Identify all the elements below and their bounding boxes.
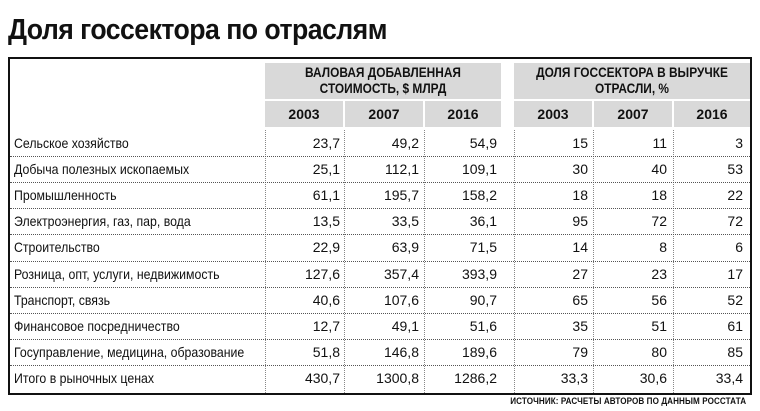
gva-year-2003: 2003: [265, 101, 343, 127]
row-label: Добыча полезных ископаемых: [14, 161, 190, 178]
gva-cell-2016: 158,2: [461, 187, 497, 204]
row-label: Сельское хозяйство: [14, 135, 129, 151]
share-cell-2003: 30: [572, 161, 588, 178]
gva-cell-2007: 1300,8: [376, 369, 419, 386]
share-cell-2016: 6: [735, 239, 743, 256]
gva-cell-2016: 54,9: [469, 135, 497, 151]
gva-cell-2003: 61,1: [312, 187, 340, 204]
share-cell-2007: 18: [651, 187, 667, 204]
gva-cell-2007: 146,8: [383, 343, 419, 360]
gva-cell-2007: 63,9: [391, 239, 419, 256]
gva-cell-2003: 23,7: [312, 135, 340, 151]
share-cell-2016: 53: [727, 161, 743, 178]
gva-cell-2016: 189,6: [461, 343, 497, 360]
gva-cell-2016: 36,1: [469, 213, 497, 230]
share-cell-2016: 72: [727, 213, 743, 230]
share-cell-2007: 30,6: [639, 369, 667, 386]
gva-cell-2003: 22,9: [312, 239, 340, 256]
source-note: ИСТОЧНИК: РАСЧЕТЫ АВТОРОВ ПО ДАННЫМ РОССТАТА: [510, 396, 746, 406]
share-group-header: [514, 63, 750, 99]
share-cell-2016: 17: [727, 265, 743, 282]
row-label: Строительство: [14, 239, 100, 256]
share-cell-2003: 27: [572, 265, 588, 282]
share-cell-2003: 15: [572, 135, 588, 151]
row-label: Промышленность: [14, 187, 117, 204]
share-cell-2016: 22: [727, 187, 743, 204]
share-year-2007: 2007: [594, 101, 672, 127]
share-year-2003: 2003: [514, 101, 592, 127]
share-cell-2003: 14: [572, 239, 588, 256]
column-divider: [424, 130, 425, 393]
share-group-header-label: ДОЛЯ ГОССЕКТОРА В ВЫРУЧКЕ ОТРАСЛИ, %: [536, 65, 728, 96]
gva-cell-2007: 49,1: [391, 317, 419, 334]
share-cell-2007: 40: [651, 161, 667, 178]
share-cell-2007: 80: [651, 343, 667, 360]
share-cell-2003: 79: [572, 343, 588, 360]
share-cell-2007: 23: [651, 265, 667, 282]
gva-group-header: [265, 63, 501, 99]
share-cell-2016: 61: [727, 317, 743, 334]
gva-cell-2016: 109,1: [461, 161, 497, 178]
share-year-2016: 2016: [674, 101, 750, 127]
share-cell-2016: 85: [727, 343, 743, 360]
gva-cell-2016: 1286,2: [454, 369, 497, 386]
share-cell-2003: 18: [572, 187, 588, 204]
gva-cell-2007: 357,4: [383, 265, 419, 282]
share-cell-2007: 51: [651, 317, 667, 334]
share-cell-2016: 52: [727, 291, 743, 308]
gva-year-2016: 2016: [425, 101, 501, 127]
gva-cell-2007: 112,1: [385, 161, 419, 178]
row-label: Госуправление, медицина, образование: [14, 343, 245, 360]
row-label: Итого в рыночных ценах: [14, 369, 155, 386]
gva-cell-2003: 127,6: [304, 265, 340, 282]
gva-cell-2003: 430,7: [304, 369, 340, 386]
column-divider: [593, 130, 594, 393]
gva-cell-2007: 107,6: [383, 291, 419, 308]
gva-group-header-label: ВАЛОВАЯ ДОБАВЛЕННАЯ СТОИМОСТЬ, $ МЛРД: [305, 65, 461, 96]
row-label: Финансовое посредничество: [14, 317, 180, 334]
share-cell-2007: 56: [651, 291, 667, 308]
gva-cell-2016: 71,5: [469, 239, 497, 256]
row-label: Транспорт, связь: [14, 291, 111, 308]
share-cell-2007: 8: [659, 239, 667, 256]
gva-cell-2007: 49,2: [391, 135, 419, 151]
share-cell-2003: 95: [572, 213, 588, 230]
gva-year-2007: 2007: [345, 101, 423, 127]
gva-cell-2003: 12,7: [312, 317, 340, 334]
column-divider: [514, 130, 515, 393]
share-cell-2016: 3: [735, 135, 743, 151]
share-cell-2003: 33,3: [560, 369, 588, 386]
gva-cell-2016: 90,7: [469, 291, 497, 308]
gva-cell-2003: 51,8: [312, 343, 340, 360]
share-cell-2016: 33,4: [715, 369, 743, 386]
gva-cell-2003: 13,5: [312, 213, 340, 230]
share-cell-2003: 35: [572, 317, 588, 334]
gva-cell-2016: 51,6: [469, 317, 497, 334]
row-label: Электроэнергия, газ, пар, вода: [14, 213, 191, 230]
row-label: Розница, опт, услуги, недвижимость: [14, 265, 220, 282]
gva-cell-2003: 40,6: [312, 291, 340, 308]
gva-cell-2007: 195,7: [383, 187, 419, 204]
column-divider: [265, 130, 266, 393]
share-cell-2007: 11: [652, 135, 667, 151]
gva-cell-2016: 393,9: [461, 265, 497, 282]
gva-cell-2007: 33,5: [391, 213, 419, 230]
column-divider: [344, 130, 345, 393]
share-cell-2007: 72: [651, 213, 667, 230]
share-cell-2003: 65: [572, 291, 588, 308]
gva-cell-2003: 25,1: [312, 161, 340, 178]
chart-title: Доля госсектора по отраслям: [8, 14, 387, 46]
